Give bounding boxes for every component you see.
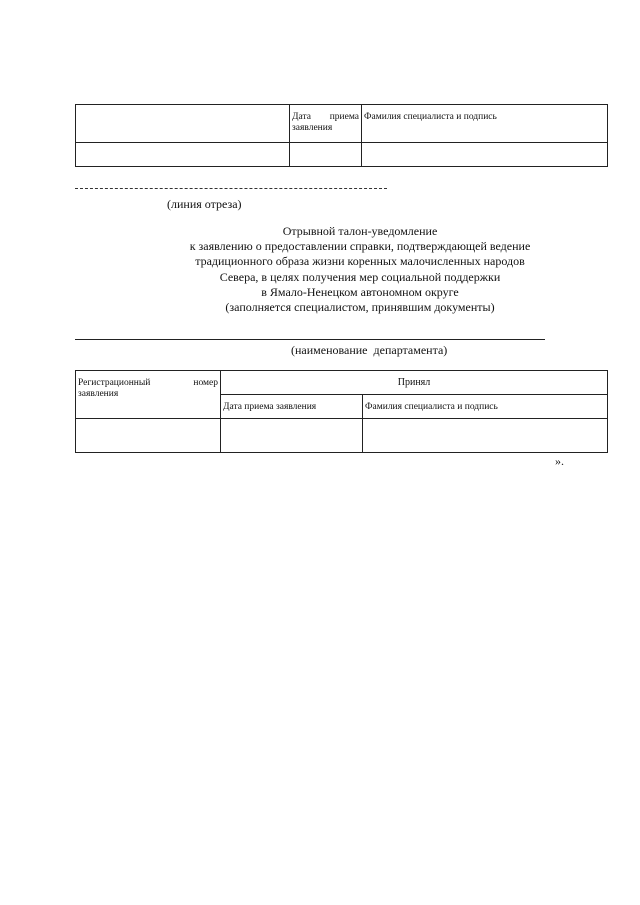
top-table-cell-empty-3	[362, 143, 608, 167]
top-date-word3: заявления	[292, 123, 333, 133]
bottom-specialist-header	[363, 395, 608, 419]
department-label: (наименование департамента)	[291, 343, 448, 357]
coupon-title-line-2: к заявлению о предоставлении справки, подтверждающей ведение	[189, 239, 531, 254]
department-line	[75, 339, 545, 340]
top-table	[75, 104, 608, 167]
reg-number-word2: номер	[193, 378, 218, 388]
accepted-header	[221, 371, 608, 395]
bottom-date-header	[221, 395, 363, 419]
top-date-word2: приема	[329, 112, 359, 122]
accepted-label: Принял	[397, 377, 431, 388]
bottom-date-label: Дата приема заявления	[223, 402, 317, 412]
bottom-table-cell-empty-3	[363, 419, 608, 453]
closing-quote: ».	[555, 454, 564, 468]
top-table-cell-empty-2	[290, 143, 362, 167]
reg-number-word1: Регистрационный	[78, 378, 151, 388]
bottom-table	[75, 370, 608, 453]
coupon-title-line-5: в Ямало-Ненецком автономном округе	[261, 284, 459, 299]
top-date-header	[290, 105, 362, 143]
coupon-title	[110, 224, 610, 315]
coupon-title-line-3: традиционного образа жизни коренных малочисленных народов	[195, 254, 525, 269]
top-table-empty-header	[76, 105, 290, 143]
top-date-word1: Дата	[292, 112, 311, 122]
bottom-table-cell-empty-1	[76, 419, 221, 453]
coupon-title-line-6: (заполняется специалистом, принявшим документы)	[225, 300, 495, 315]
bottom-table-cell-empty-2	[221, 419, 363, 453]
coupon-title-line-4: Севера, в целях получения мер социальной поддержки	[219, 269, 501, 284]
top-table-cell-empty-1	[76, 143, 290, 167]
cut-line-label: (линия отреза)	[167, 197, 242, 211]
coupon-title-line-1: Отрывной талон-уведомление	[282, 224, 438, 238]
cut-line	[75, 188, 387, 189]
reg-number-header	[76, 371, 221, 419]
top-specialist-header	[362, 105, 608, 143]
reg-number-word3: заявления	[78, 389, 119, 399]
top-specialist-label: Фамилия специалиста и подпись	[364, 112, 497, 122]
bottom-specialist-label: Фамилия специалиста и подпись	[365, 402, 498, 412]
